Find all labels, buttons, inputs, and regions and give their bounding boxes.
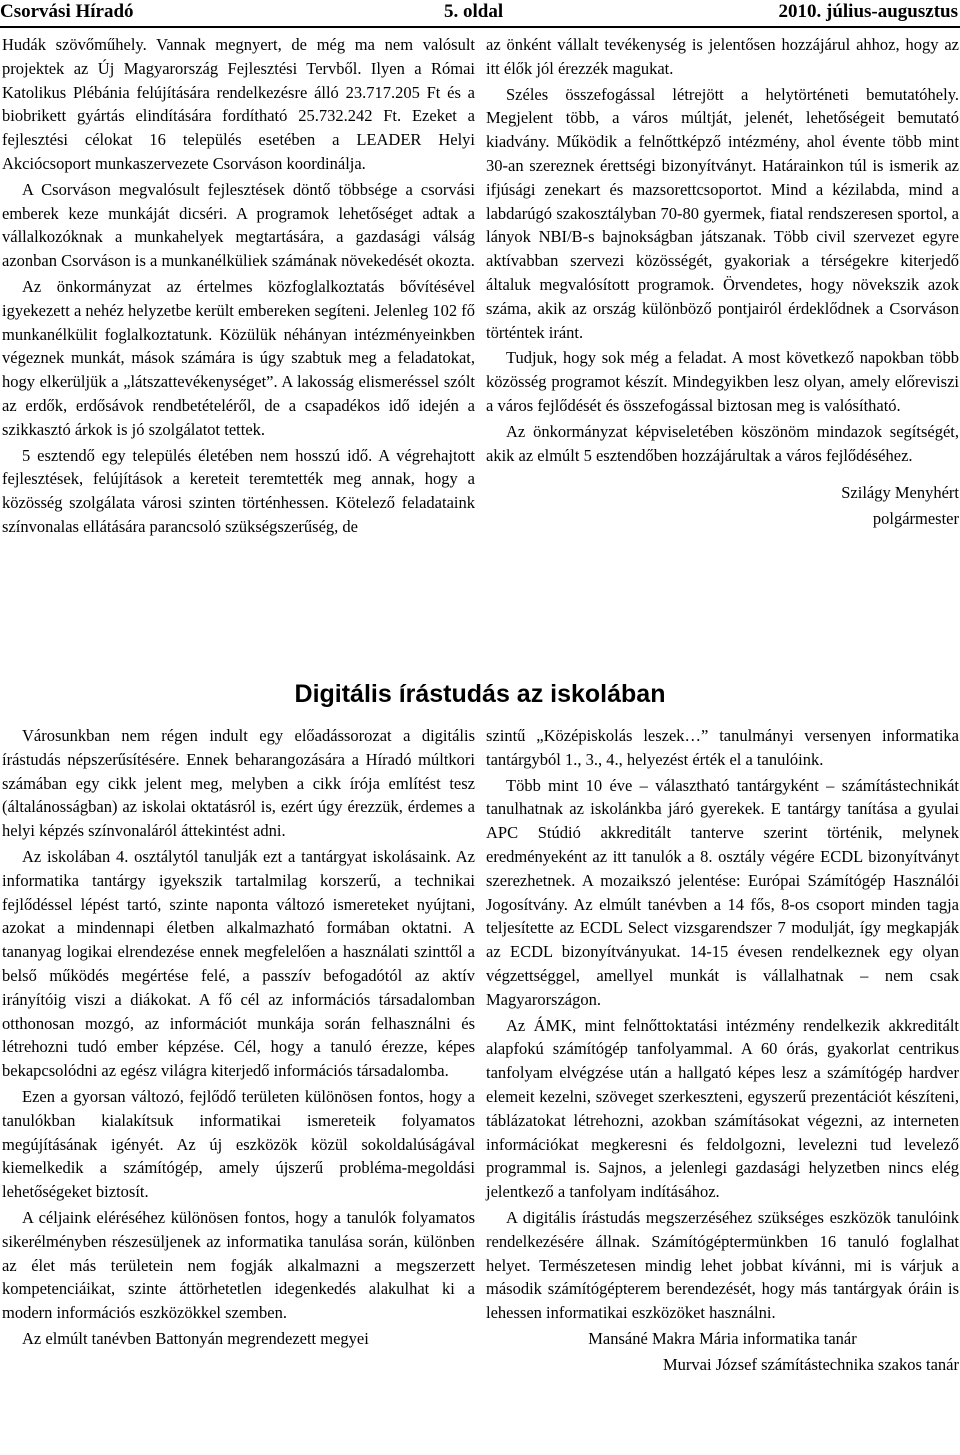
page-number: 5. oldal xyxy=(444,1,504,22)
author-signature: Murvai József számítástechnika szakos tanár xyxy=(663,1354,959,1374)
article1-column-left xyxy=(2,33,475,541)
signature-title: polgármester xyxy=(872,509,959,529)
paragraph: Ezen a gyorsan változó, fejlődő területen különösen fontos, hogy a tanulókban kialakítsuk informatikai ismereteik folyamatos megújításának igényét. Az új eszközök közül sokoldalúságával kiemelkedik a számítógép, amely újszerű probléma-megoldási lehetőségeket biztosít. xyxy=(2,1086,475,1202)
signature-name: Szilágy Menyhért xyxy=(841,483,959,503)
paragraph: Az elmúlt tanévben Battonyán megrendezett megyei xyxy=(22,1328,369,1348)
article2-column-right xyxy=(486,724,959,1379)
page-header xyxy=(0,0,960,28)
paragraph: Több mint 10 éve – választható tantárgyként – számítástechnikát tanulhatnak az iskolánkba járó gyerekek. E tantárgy tanítása a gyulai APC Stúdió akkreditált tanterve szerint történik, melynek eredményeként az itt tanulók a 8. osztály végére ECDL bizonyítványt szerezhetnek. A mozaikszó jelentése: Európai Számítógép Használói Jogosítvány. Az elmúlt tanévben a 14 fős, 8-os csoport minden tagja teljesítette az ECDL Select vizsgarendszer 7 modulját, így megkapják az ECDL bizonyítványukat. 14-15 évesen rendelkeznek egy olyan végzettséggel, amellyel munkát is vállalhatnak – nem csak Magyarországon. xyxy=(486,775,959,1009)
publication-name: Csorvási Híradó xyxy=(0,1,134,22)
article2-column-left xyxy=(2,724,475,1353)
paragraph: Az iskolában 4. osztálytól tanulják ezt a tantárgyat iskolásaink. Az informatika tantárgy igyekszik tartalmilag korszerű, a technikai fejlődéssel lépést tartó, szinte naponta változó ismereteket nyújtani, azokat a mindennapi életben alkalmazható formában oktatni. A tananyag logikai elrendezése ennek megfelelően a használati szinttől a belső működés megértése felé, a passzív befogadótól az aktív irányítóig viszi a diákokat. A fő cél az információs társadalomban otthonosan mozgó, az információt munkája során felhasználni és létrehozni tudó ember képzése. Cél, hogy a tanuló érezze, képes bekapcsolódni az egész világra kiterjedő információs társadalomba. xyxy=(2,846,475,1081)
paragraph: Tudjuk, hogy sok még a feladat. A most következő napokban több közösség programot készít. Mindegyikben lesz olyan, amely előreviszi a város fejlődését és összefogással biztosan meg is valósítható. xyxy=(486,348,959,415)
paragraph: A céljaink eléréséhez különösen fontos, hogy a tanulók folyamatos sikerélményben részesüljenek az informatika tanulása során, különben az élet más területein nem fogják alkalmazni a megszerzett kompetenciáikat, szinte áttörhetetlen idegenkedés alakulhat ki a modern információs eszközökkel szemben. xyxy=(2,1207,475,1323)
paragraph: A Csorváson megvalósult fejlesztések döntő többsége a csorvási emberek keze munkáját dicséri. A programok lehetőséget adtak a vállalkozóknak a munkahelyek megtartására, a gazdasági válság azonban Csorváson is a munkanélküliek számának növekedését okozta. xyxy=(2,179,475,271)
paragraph: Az ÁMK, mint felnőttoktatási intézmény rendelkezik akkreditált alapfokú számítógép tanfolyammal. A 60 órás, gyakorlat centrikus tanfolyam elvégzése után a hallgató képes lesz a számítógép hardver elemeit kezelni, szöveget szerkeszteni, egyszerű prezentációt készíteni, táblázatokat létrehozni, azokban számításokat végezni, az interneten információkat megkeresni és feldolgozni, levelezni tud levelező programmal is. Sajnos, a jelenlegi gazdasági helyzetben nincs elég jelentkező a tanfolyam indításához. xyxy=(486,1015,959,1202)
paragraph: szintű „Középiskolás leszek…” tanulmányi versenyen informatika tantárgyból 1., 3., 4., helyezést érték el a tanulóink. xyxy=(486,726,959,769)
paragraph: Hudák szövőműhely. Vannak megnyert, de még ma nem valósult projektek az Új Magyarország Fejlesztési Tervből. Ilyen a Római Katolikus Plébánia felújítására rendelkezésre álló 23.717.205 Ft és a biobrikett gyártás elindítására fordítható 25.732.242 Ft. Ezeket a fejlesztési célokat 16 település esetében a LEADER Helyi Akciócsoport munkaszervezete Csorváson koordinálja. xyxy=(2,35,475,173)
paragraph: Városunkban nem régen indult egy előadássorozat a digitális írástudás népszerűsítésére. Ennek beharangozására a Híradó múltkori számában egy cikk jelent meg, melyben a cikk írója említést tesz (általánosságban) az iskolai oktatásról is, ezért úgy érezzük, érdemes a helyi képzés színvonaláról áttekintést adni. xyxy=(2,726,475,841)
author-signature: Mansáné Makra Mária informatika tanár xyxy=(588,1328,857,1348)
paragraph: Az önkormányzat az értelmes közfoglalkoztatás bővítésével igyekezett a nehéz helyzetbe került embereken segíteni. Jelenleg 102 fő munkanélkülit foglalkoztatunk. Közülük néhányan intézményeinkben végeznek munkát, mások számára is úgy szabtuk meg a feladatokat, hogy elkerüljük a „látszattevékenységet”. A lakosság elismeréssel szólt az erdők, erdősávok rendbetételéről, de a csapadékos idő idején a szikkasztó árkok is jó szolgálatot tettek. xyxy=(2,276,475,439)
article1-column-right xyxy=(486,33,959,533)
issue-date: 2010. július-augusztus xyxy=(778,1,958,22)
article-title: Digitális írástudás az iskolában xyxy=(294,680,666,708)
paragraph: 5 esztendő egy település életében nem hosszú idő. A végrehajtott fejlesztések, felújítások a kereteit teremtették meg annak, hogy a közösség szolgálata városi szinten történhessen. Kötelező feladataink színvonalas ellátására parancsoló szükségszerűség, de xyxy=(2,445,475,536)
paragraph: az önként vállalt tevékenység is jelentősen hozzájárul ahhoz, hogy az itt élők jól érezzék magukat. xyxy=(486,35,959,78)
paragraph: A digitális írástudás megszerzéséhez szükséges eszközök tanulóink rendelkezésére állnak. Számítógéptermünkben 16 tanuló foglalhat helyet. Természetesen mindig lehet jobbat kívánni, mi is várjuk a második számítógépterem berendezését, hogy más tantárgyak óráin is lehessen informatikai eszközöket használni. xyxy=(486,1207,959,1323)
paragraph: Az önkormányzat képviseletében köszönöm mindazok segítségét, akik az elmúlt 5 esztendőben hozzájárultak a város fejlődéséhez. xyxy=(486,421,959,465)
paragraph: Széles összefogással létrejött a helytörténeti bemutatóhely. Megjelent több, a város múltját, jelenét, lehetőségeit bemutató kiadvány. Működik a felnőttképző intézmény, ahol évente több mint 30-an szereznek érettségi bizonyítványt. Határainkon túl is ismerik az ifjúsági zenekart és mazsorettcsoportot. Mind a kézilabda, mind a labdarúgó szakosztályban 70-80 gyermek, fiatal rendszeresen sportol, a lányok NBI/B-s bajnokságban játszanak. Több civil szervezet egyre aktívabban szervezi közösségét, gyakoriak a térségekre kiterjedő általuk megvalósított programok. Örvendetes, hogy növekszik azok száma, akik az ország különböző pontjairól érdeklődnek a Csorváson történtek iránt. xyxy=(486,84,959,342)
